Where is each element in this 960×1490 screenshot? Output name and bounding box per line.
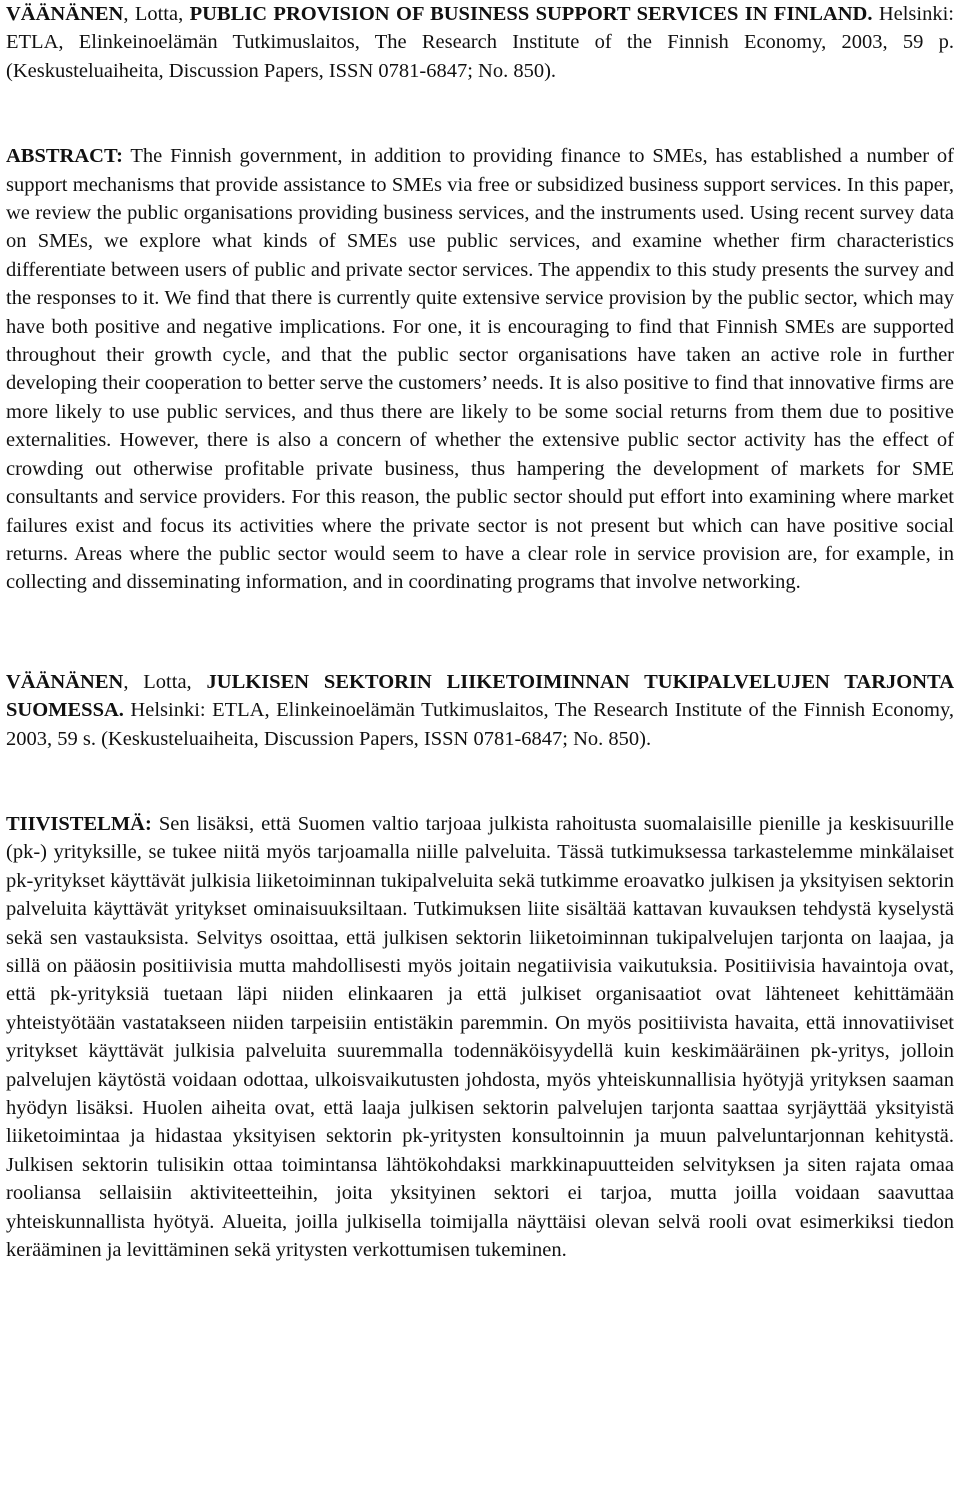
citation-english (6, 0, 954, 85)
tiivistelma-label: TIIVISTELMÄ: (6, 812, 152, 835)
author-first-name-finnish: , Lotta, (123, 670, 207, 693)
paper-title-english: PUBLIC PROVISION OF BUSINESS SUPPORT SERVICES IN FINLAND. (189, 3, 873, 25)
document-page (6, 0, 954, 1264)
abstract-finnish (6, 810, 954, 1265)
author-first-name: , Lotta, (123, 3, 190, 25)
abstract-finnish-text: Sen lisäksi, että Suomen valtio tarjoaa julkista rahoitusta suomalaisille pienille ja keskisuurille (pk-) yrityksille, se tukee niitä myös tarjoamalla niille palveluita. Tässä tutkimuksessa tarkastelemme minkälaiset pk-yritykset käyttävät julkisia liiketoiminnan tukipalveluita sekä tutkimme eroavatko julkisen ja yksityisen sektorin palveluita käyttävät yritykset ominaisuuksiltaan. Tutkimuksen liite sisältää kattavan kuvauksen tehdystä kyselystä sekä sen vastauksista. Selvitys osoittaa, että julkisen sektorin liiketoiminnan tukipalvelujen tarjonta on laajaa, ja sillä on pääosin positiivisia mutta mahdollisesti myös joitain negatiivisia vaikutuksia. Positiivisia havaintoja ovat, että pk-yrityksiä tuetaan läpi niiden elinkaaren ja että julkiset organisaatiot ovat lähteneet kehittämään yhteistyötään vastatakseen niiden tarpeisiin entistäkin paremmin. On myös positiivista havaita, että innovatiiviset yritykset käyttävät julkisia palveluita suuremmalla todennäköisyydellä kuin keskimääräinen pk-yritys, jolloin palvelujen käytöstä voidaan odottaa, ulkoisvaikutusten johdosta, myös yhteiskunnallisia hyötyjä yrityksen saaman hyödyn lisäksi. Huolen aiheita ovat, että laaja julkisen sektorin palvelujen tarjonta saattaa syrjäyttää yksityistä liiketoimintaa ja hidastaa yksityisen sektorin pk-yritysten konsultoinnin ja muun palveluntarjonnan kehitystä. Julkisen sektorin tulisikin ottaa toimintansa lähtökohdaksi markkinapuutteiden selvityksen ja siten rajata omaa rooliansa sellaisiin aktiviteetteihin, joita yksityinen sektori ei tarjoa, mutta joilla voidaan saavuttaa yhteiskunnallista hyötyä. Alueita, joilla julkisella toimijalla näyttäisi olevan selvä rooli ovat esimerkiksi tiedon kerääminen ja levittäminen sekä yritysten verkottumisen tukeminen. (6, 812, 954, 1262)
abstract-label: ABSTRACT: (6, 145, 123, 168)
publication-details-finnish: Helsinki: ETLA, Elinkeinoelämän Tutkimuslaitos, The Research Institute of the Finnish Economy, 2003, 59 s. (Keskusteluaiheita, Discussion Papers, ISSN 0781-6847; No. 850). (6, 699, 954, 750)
citation-finnish (6, 668, 954, 753)
author-surname: VÄÄNÄNEN (6, 3, 124, 25)
abstract-english-text: The Finnish government, in addition to providing finance to SMEs, has established a number of support mechanisms that provide assistance to SMEs via free or subsidized business support services. In this paper, we review the public organisations providing business services, and the instruments used. Using recent survey data on SMEs, we explore what kinds of SMEs use public services, and examine whether firm characteristics differentiate between users of public and private sector services. The appendix to this study presents the survey and the responses to it. We find that there is currently quite extensive service provision by the public sector, which may have both positive and negative implications. For one, it is encouraging to find that Finnish SMEs are supported throughout their growth cycle, and that the public sector organisations have taken an active role in further developing their cooperation to better serve the customers’ needs. It is also positive to find that innovative firms are more likely to use public services, and thus there are likely to be some social returns from them due to positive externalities. However, there is also a concern of whether the extensive public sector activity has the effect of crowding out otherwise profitable private business, thus hampering the development of markets for SME consultants and service providers. For this reason, the public sector should put effort into examining where market failures exist and focus its activities where the private sector is not present but which can have positive social returns. Areas where the public sector would seem to have a clear role in service provision are, for example, in collecting and disseminating information, and in coordinating programs that involve networking. (6, 145, 954, 594)
author-surname-finnish: VÄÄNÄNEN (6, 670, 124, 693)
paper-title-finnish: JULKISEN SEKTORIN LIIKETOIMINNAN TUKIPALVELUJEN TARJONTA SUOMESSA. (6, 670, 954, 722)
abstract-english (6, 142, 954, 597)
publication-details-english: Helsinki: ETLA, Elinkeinoelämän Tutkimuslaitos, The Research Institute of the Finnish Economy, 2003, 59 p. (Keskusteluaiheita, Discussion Papers, ISSN 0781-6847; No. 850). (6, 3, 954, 82)
